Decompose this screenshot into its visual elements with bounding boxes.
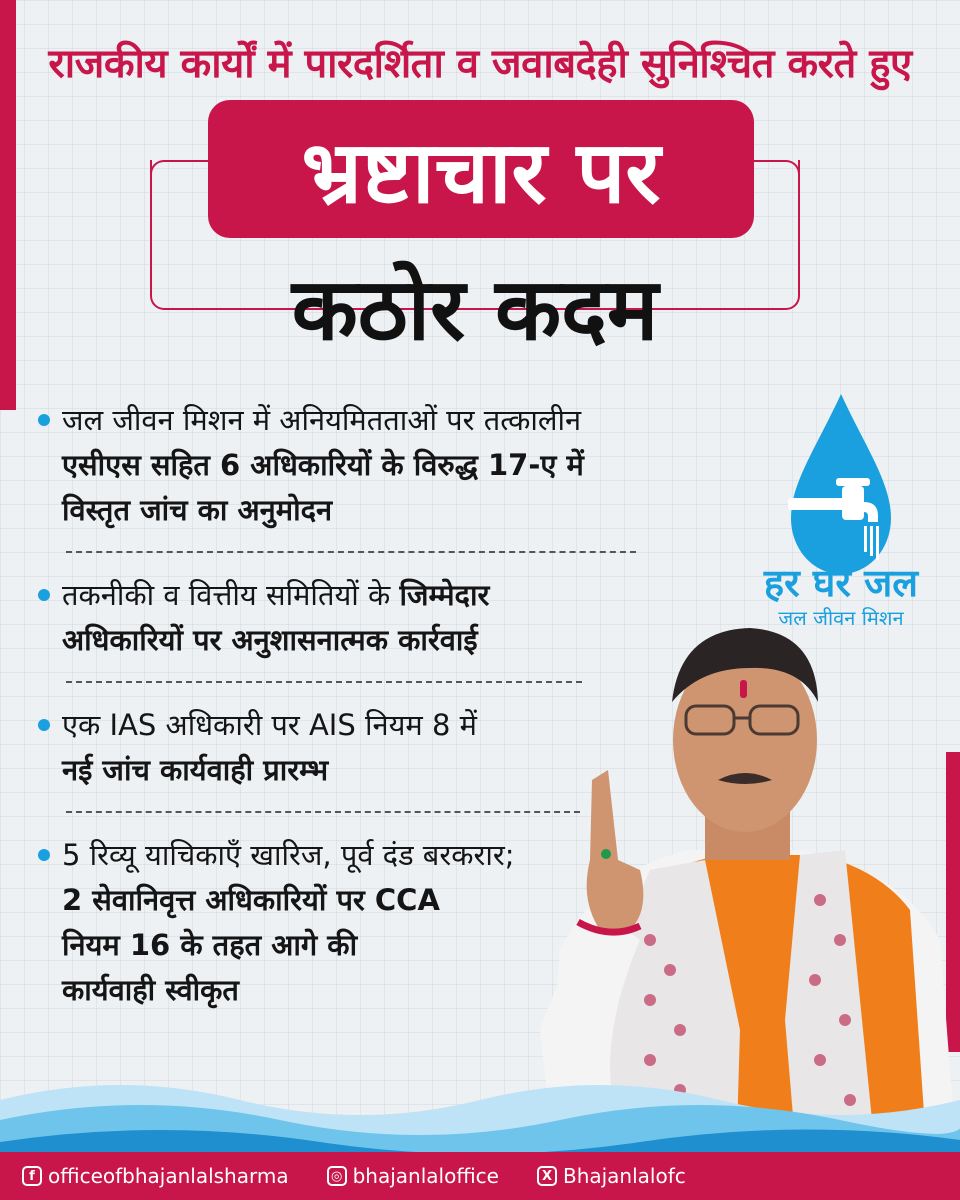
logo-title: हर घर जल	[763, 561, 919, 605]
footer-bar	[0, 1152, 960, 1200]
x-handle: Bhajanlalofc	[562, 1164, 686, 1188]
point-text-bold: एसीएस सहित 6 अधिकारियों के विरुद्ध 17-ए में	[62, 448, 584, 482]
facebook-handle: officeofbhajanlalsharma	[48, 1164, 289, 1188]
title-line-2: कठोर कदम	[291, 260, 659, 360]
title-banner	[208, 100, 754, 238]
list-item	[30, 398, 630, 533]
bullet-dot-icon	[38, 719, 50, 731]
dashed-divider	[66, 551, 636, 553]
title-frame-corner-left	[150, 160, 210, 174]
logo-subtitle: जल जीवन मिशन	[778, 606, 904, 630]
instagram-icon: ◎	[327, 1166, 347, 1186]
point-text: एक IAS अधिकारी पर AIS नियम 8 में	[62, 708, 477, 742]
bullet-dot-icon	[38, 414, 50, 426]
bullet-dot-icon	[38, 589, 50, 601]
point-text-bold: अधिकारियों पर अनुशासनात्मक कार्रवाई	[62, 623, 478, 657]
point-text-bold: विस्तृत जांच का अनुमोदन	[62, 493, 333, 527]
point-text: जल जीवन मिशन में अनियमितताओं पर तत्कालीन	[62, 403, 582, 437]
instagram-handle: bhajanlaloffice	[352, 1164, 499, 1188]
bullet-dot-icon	[38, 849, 50, 861]
x-link[interactable]	[537, 1164, 686, 1188]
facebook-icon: f	[22, 1166, 42, 1186]
point-text-bold: नई जांच कार्यवाही प्रारम्भ	[62, 753, 329, 787]
title-line-1: भ्रष्टाचार पर	[301, 122, 661, 223]
header-subtitle: राजकीय कार्यों में पारदर्शिता व जवाबदेही सुनिश्चित करते हुए	[48, 41, 912, 87]
facebook-link[interactable]	[22, 1164, 289, 1188]
x-icon: X	[537, 1166, 557, 1186]
point-text-normal: तकनीकी व वित्तीय समितियों के	[62, 578, 391, 612]
point-text-bold-inline: जिम्मेदार	[399, 578, 490, 612]
point-text-bold: 2 सेवानिवृत्त अधिकारियों पर CCA	[62, 883, 440, 917]
point-text: 5 रिव्यू याचिकाएँ खारिज, पूर्व दंड बरकरार;	[62, 838, 515, 872]
point-text-bold: कार्यवाही स्वीकृत	[62, 973, 239, 1007]
instagram-link[interactable]	[327, 1164, 499, 1188]
point-text-bold: नियम 16 के तहत आगे की	[62, 928, 358, 962]
